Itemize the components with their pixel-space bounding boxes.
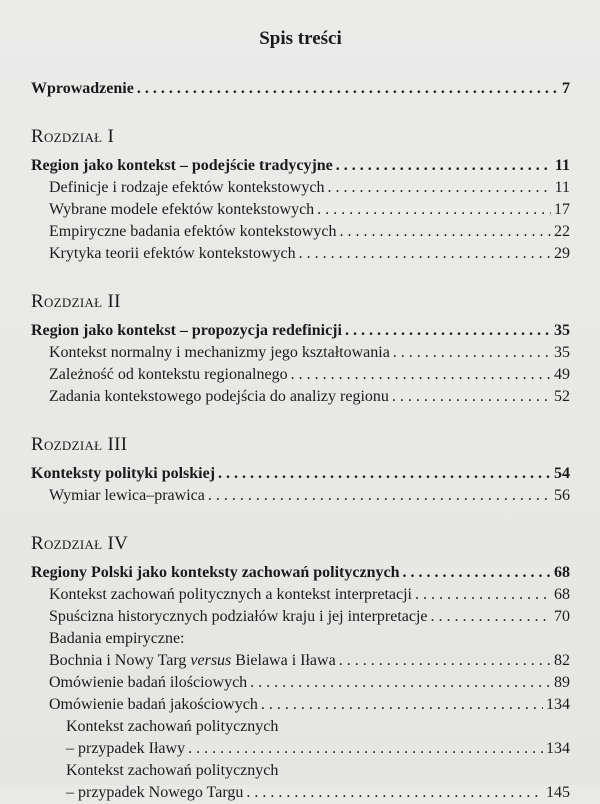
toc-entry-case-ilawa[interactable]: – przypadek Iławy . . . 134 bbox=[31, 738, 570, 760]
toc-entry[interactable]: Definicje i rodzaje efektów kontekstowych . . . 11 bbox=[31, 177, 570, 199]
dot-leader bbox=[137, 78, 559, 100]
toc-entry-introduction[interactable]: Wprowadzenie . . . 7 bbox=[31, 78, 570, 100]
case-heading-line1: Kontekst zachowań politycznych bbox=[66, 762, 279, 779]
toc-entry[interactable]: Wymiar lewica–prawica . . . 56 bbox=[31, 485, 570, 507]
chapter-heading-1: Rozdział I bbox=[31, 126, 115, 147]
toc-entry[interactable]: Spuścizna historycznych podziałów kraju i jej interpretacje . . . 70 bbox=[31, 606, 570, 628]
toc-entry[interactable]: Kontekst normalny i mechanizmy jego kształtowania . . . 35 bbox=[31, 342, 570, 364]
toc-entry[interactable]: Empiryczne badania efektów kontekstowych . . . 22 bbox=[31, 221, 570, 243]
case-heading-line1: Kontekst zachowań politycznych bbox=[66, 718, 279, 735]
toc-entry-case-comparison[interactable]: Bochnia i Nowy Targ versus Bielawa i Iława . . . 82 bbox=[31, 650, 570, 672]
empirical-studies-heading: Badania empiryczne: bbox=[49, 630, 185, 647]
toc-entry[interactable]: Kontekst zachowań politycznych a kontekst interpretacji . . . 68 bbox=[31, 584, 570, 606]
toc-entry-chapter-2-title[interactable]: Region jako kontekst – propozycja redefinicji . . . 35 bbox=[31, 320, 570, 342]
toc-title: Spis treści bbox=[259, 28, 342, 49]
toc-entry[interactable]: Zależność od kontekstu regionalnego . . . 49 bbox=[31, 364, 570, 386]
versus-italic: versus bbox=[190, 652, 232, 669]
toc-entry[interactable]: Wybrane modele efektów kontekstowych . . . 17 bbox=[31, 199, 570, 221]
chapter-heading-2: Rozdział II bbox=[31, 291, 121, 312]
chapter-heading-4: Rozdział IV bbox=[31, 533, 129, 554]
toc-entry[interactable]: Krytyka teorii efektów kontekstowych . . . 29 bbox=[31, 243, 570, 265]
toc-entry[interactable]: Omówienie badań jakościowych . . . 134 bbox=[31, 694, 570, 716]
toc-entry-chapter-3-title[interactable]: Konteksty polityki polskiej . . . 54 bbox=[31, 463, 570, 485]
toc-entry-chapter-4-title[interactable]: Regiony Polski jako konteksty zachowań politycznych . . . 68 bbox=[31, 562, 570, 584]
toc-entry[interactable]: Zadania kontekstowego podejścia do analizy regionu . . . 52 bbox=[31, 386, 570, 408]
chapter-heading-3: Rozdział III bbox=[31, 434, 128, 455]
toc-entry-case-nowy-targ[interactable]: – przypadek Nowego Targu . . . 145 bbox=[31, 782, 570, 804]
toc-entry[interactable]: Omówienie badań ilościowych . . . 89 bbox=[31, 672, 570, 694]
toc-entry-chapter-1-title[interactable]: Region jako kontekst – podejście tradycyjne . . . 11 bbox=[31, 155, 570, 177]
